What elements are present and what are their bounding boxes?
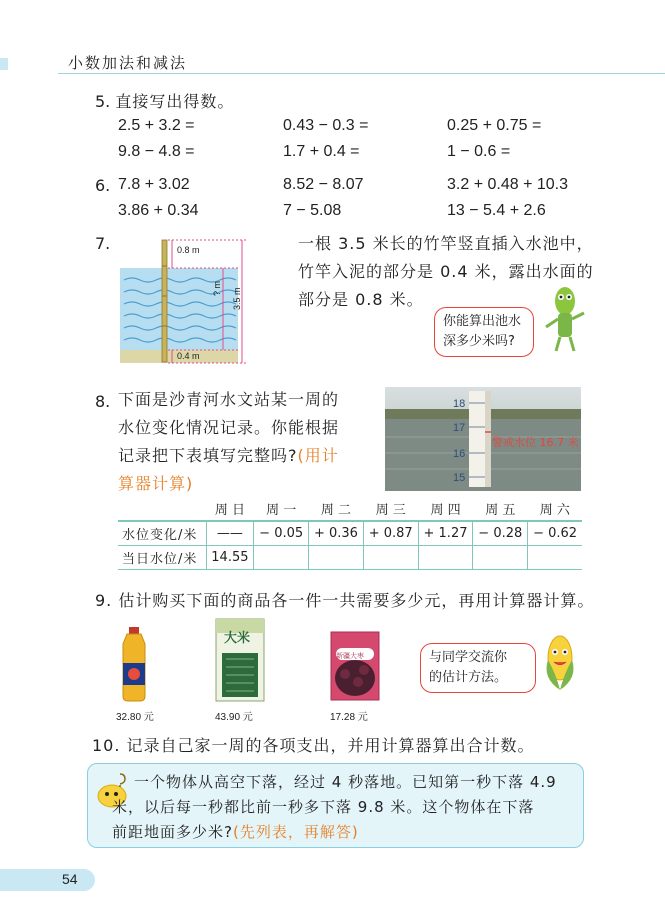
- q5-expr: 1 − 0.6 =: [447, 143, 511, 160]
- pool-diagram: [116, 236, 274, 368]
- q5-prompt: 直接写出得数。: [115, 92, 235, 111]
- table-header-cell: 周 二: [309, 497, 364, 521]
- diagram-bottom-label: 0.4 m: [177, 351, 200, 361]
- q6-expr: 13 − 5.4 + 2.6: [447, 202, 546, 219]
- bubble-line: 你能算出池水: [443, 314, 522, 329]
- table-cell-blank[interactable]: [418, 545, 473, 569]
- table-row: [118, 545, 582, 569]
- q6-expr: 7.8 + 3.02: [118, 176, 190, 193]
- dates-bag-label: 新疆大枣: [336, 652, 364, 660]
- gauge-tick: 17: [453, 422, 466, 434]
- table-cell-blank[interactable]: [473, 545, 528, 569]
- q8-line: 记录把下表填写完整吗?(用计: [118, 446, 339, 465]
- price-label: 43.90 元: [215, 712, 253, 723]
- diagram-mid-label: ? m: [212, 280, 222, 296]
- oil-bottle-icon: [114, 625, 154, 703]
- q6-expr: 7 − 5.08: [283, 202, 342, 219]
- q6-expr: 8.52 − 8.07: [283, 176, 364, 193]
- table-header-row: [118, 497, 582, 521]
- table-cell-blank[interactable]: [363, 545, 418, 569]
- q8-line: 水位变化情况记录。你能根据: [118, 418, 340, 437]
- dates-bag-icon: [328, 630, 382, 702]
- table-cell: + 0.87: [363, 521, 418, 545]
- gauge-tick: 18: [453, 398, 466, 410]
- challenge-line: 一个物体从高空下落，经过 4 秒落地。已知第一秒下落 4.9: [134, 773, 557, 791]
- price-label: 32.80 元: [116, 712, 154, 723]
- gauge-tick: 15: [453, 472, 466, 484]
- table-cell-blank[interactable]: [309, 545, 364, 569]
- q5-expr: 1.7 + 0.4 =: [283, 143, 360, 160]
- bubble-line: 深多少米吗?: [443, 334, 515, 349]
- table-cell: − 0.05: [254, 521, 309, 545]
- q7-line: 一根 3.5 米长的竹竿竖直插入水池中，: [298, 234, 594, 253]
- table-cell: ——: [206, 521, 254, 545]
- bubble-line: 与同学交流你: [429, 650, 508, 665]
- q8-line: 下面是沙青河水文站某一周的: [118, 390, 340, 409]
- speech-bubble: [420, 643, 536, 693]
- challenge-line: 米，以后每一秒都比前一秒多下落 9.8 米。这个物体在下落: [112, 798, 535, 816]
- q10-number: 10.: [92, 736, 121, 755]
- header-rule: [58, 73, 665, 74]
- q5-expr: 0.25 + 0.75 =: [447, 117, 542, 134]
- q7-number: 7.: [95, 234, 111, 253]
- q8-text: [118, 386, 378, 498]
- q7-line: 部分是 0.8 米。: [298, 290, 424, 309]
- table-cell: − 0.62: [528, 521, 582, 545]
- cartoon-character-icon: [540, 283, 590, 355]
- row-label: 水位变化/米: [118, 521, 206, 545]
- challenge-text: [134, 770, 584, 795]
- table-corner: [118, 497, 206, 521]
- running-header: 小数加法和减法: [68, 54, 188, 72]
- q7-line: 竹竿入泥的部分是 0.4 米，露出水面的: [298, 262, 594, 281]
- challenge-line: 前距地面多少米?(先列表，再解答): [112, 823, 359, 841]
- header-edge-tab: [0, 58, 8, 70]
- q5-expr: 0.43 − 0.3 =: [283, 117, 369, 134]
- table-cell-blank[interactable]: [528, 545, 582, 569]
- table-header-cell: 周 一: [254, 497, 309, 521]
- water-level-table: [118, 497, 582, 570]
- page-number-tab: [0, 869, 95, 891]
- challenge-text: [112, 795, 582, 845]
- gauge-tick: 16: [453, 448, 466, 460]
- speech-bubble: [434, 307, 534, 357]
- q5-number: 5.: [95, 92, 111, 111]
- warning-level-label: 警戒水位 16.7 米: [492, 436, 579, 449]
- table-header-cell: 周 五: [473, 497, 528, 521]
- q6-number: 6.: [95, 176, 111, 195]
- table-cell: 14.55: [206, 545, 254, 569]
- table-header-cell: 周 四: [418, 497, 473, 521]
- table-cell: + 1.27: [418, 521, 473, 545]
- table-row: [118, 521, 582, 545]
- diagram-total-label: 3.5 m: [232, 287, 242, 310]
- q8-number: 8.: [95, 392, 111, 411]
- q8-hint: (用计: [297, 446, 339, 465]
- table-cell-blank[interactable]: [254, 545, 309, 569]
- corn-character-icon: [540, 632, 580, 692]
- page-number: 54: [62, 871, 78, 887]
- q5-expr: 2.5 + 3.2 =: [118, 117, 195, 134]
- table-cell: + 0.36: [309, 521, 364, 545]
- q9-number: 9.: [95, 591, 113, 610]
- row-label: 当日水位/米: [118, 545, 206, 569]
- q8-hint: 算器计算): [118, 474, 194, 493]
- q9-prompt: 估计购买下面的商品各一件一共需要多少元，再用计算器计算。: [118, 591, 595, 610]
- q5-label: [95, 91, 234, 113]
- q10-prompt: 记录自己家一周的各项支出，并用计算器算出合计数。: [126, 736, 535, 755]
- diagram-top-label: 0.8 m: [177, 245, 200, 255]
- table-header-cell: 周 日: [206, 497, 254, 521]
- q5-expr: 9.8 − 4.8 =: [118, 143, 195, 160]
- table-cell: − 0.28: [473, 521, 528, 545]
- challenge-hint: (先列表，再解答): [232, 823, 359, 841]
- q6-expr: 3.2 + 0.48 + 10.3: [447, 176, 568, 193]
- rice-bag-label: 大米: [224, 631, 251, 646]
- table-header-cell: 周 六: [528, 497, 582, 521]
- price-label: 17.28 元: [330, 712, 368, 723]
- q9-label: [95, 590, 594, 612]
- q6-expr: 3.86 + 0.34: [118, 202, 199, 219]
- q10-label: [92, 735, 535, 757]
- table-header-cell: 周 三: [363, 497, 418, 521]
- bubble-line: 的估计方法。: [429, 670, 508, 685]
